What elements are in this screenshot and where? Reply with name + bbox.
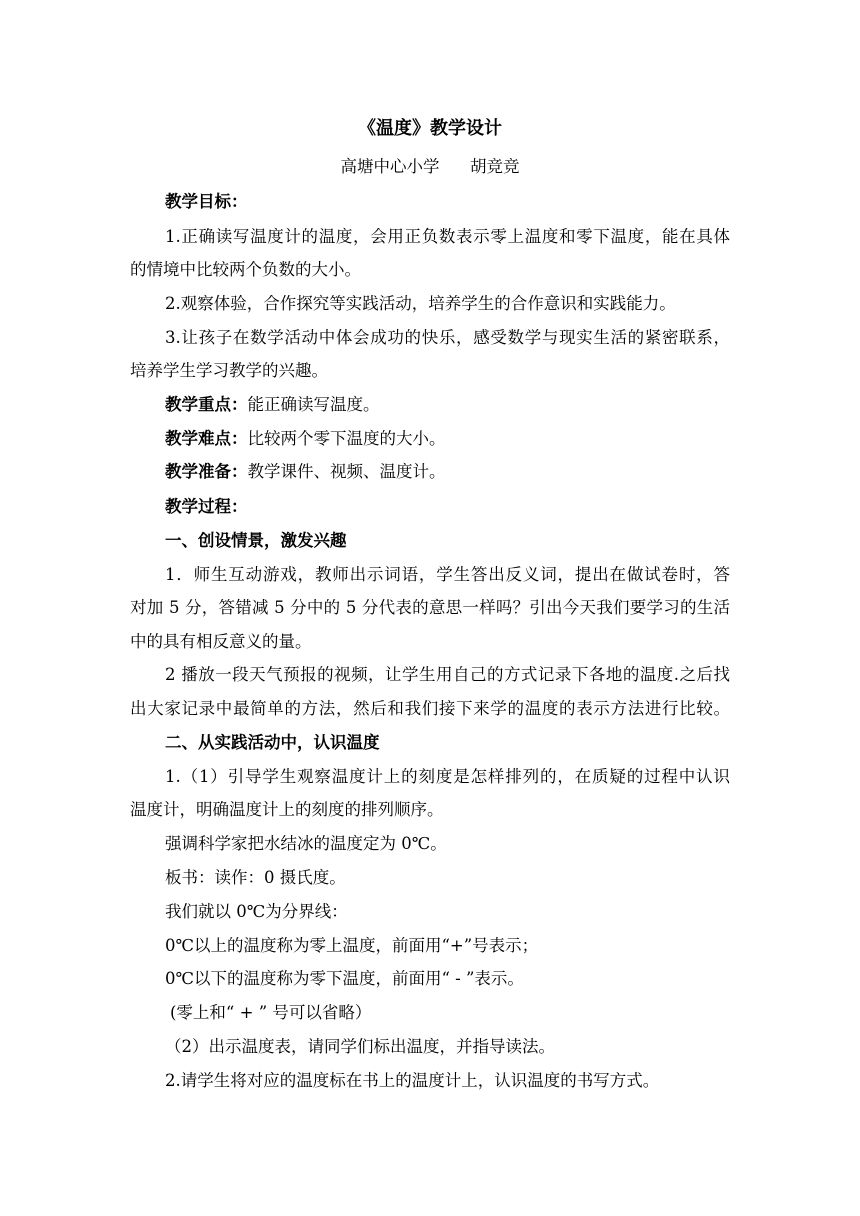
goal-3-line-2: 培养学生学习教学的兴趣。	[130, 361, 328, 380]
below-zero-line: 0℃以下的温度称为零下温度，前面用“ - ”表示。	[165, 969, 524, 988]
document-title: 《温度》教学设计	[358, 118, 502, 139]
section-1-heading: 一、创设情景，激发兴趣	[165, 531, 347, 550]
preparation-text: 教学课件、视频、温度计。	[247, 462, 446, 481]
section-1-p1-line-3: 中的具有相反意义的量。	[130, 632, 312, 651]
goals-heading: 教学目标：	[165, 192, 248, 211]
difficulty-text: 比较两个零下温度的大小。	[247, 429, 446, 448]
section-2-p1-line-1: 1.（1）引导学生观察温度计上的刻度是怎样排列的，在质疑的过程中认识	[165, 767, 730, 786]
section-1-p1-line-2: 对加 5 分，答错减 5 分中的 5 分代表的意思一样吗？引出今天我们要学习的生活	[130, 598, 730, 617]
key-point	[165, 393, 730, 417]
preparation	[165, 460, 730, 484]
difficulty	[165, 427, 730, 451]
author-school: 高塘中心小学	[340, 157, 440, 176]
key-point-label: 教学重点：	[165, 395, 248, 414]
preparation-label: 教学准备：	[165, 462, 248, 481]
key-point-text: 能正确读写温度。	[247, 395, 380, 414]
goal-1-line-1: 1.正确读写温度计的温度，会用正负数表示零上温度和零下温度，能在具体	[165, 227, 730, 246]
section-1-p1-line-1: 1．师生互动游戏，教师出示词语，学生答出反义词，提出在做试卷时，答	[165, 565, 730, 584]
author-name: 胡竞竞	[470, 157, 520, 176]
section-2-p3: 2.请学生将对应的温度标在书上的温度计上，认识温度的书写方式。	[165, 1071, 660, 1090]
omit-note: (零上和“ + ” 号可以省略）	[170, 1003, 372, 1022]
board-line: 板书：读作：0 摄氏度。	[165, 868, 346, 887]
goal-3-line-1: 3.让孩子在数学活动中体会成功的快乐，感受数学与现实生活的紧密联系，	[165, 328, 730, 347]
boundary-line: 我们就以 0℃为分界线：	[165, 902, 348, 921]
section-2-heading: 二、从实践活动中，认识温度	[165, 733, 380, 752]
difficulty-label: 教学难点：	[165, 429, 248, 448]
goal-2: 2.观察体验，合作探究等实践活动，培养学生的合作意识和实践能力。	[165, 294, 676, 313]
section-2-p2: （2）出示温度表，请同学们标出温度，并指导读法。	[165, 1037, 555, 1056]
section-1-p2-line-1: 2 播放一段天气预报的视频，让学生用自己的方式记录下各地的温度.之后找	[165, 665, 730, 684]
section-1-p2-line-2: 出大家记录中最简单的方法，然后和我们接下来学的温度的表示方法进行比较。	[130, 699, 730, 718]
goal-1-line-2: 的情境中比较两个负数的大小。	[130, 260, 361, 279]
process-heading: 教学过程：	[165, 497, 248, 516]
above-zero-line: 0℃以上的温度称为零上温度，前面用“+”号表示；	[165, 936, 539, 955]
emphasis-line: 强调科学家把水结冰的温度定为 0℃。	[165, 834, 447, 853]
author-line	[0, 155, 860, 179]
section-2-p1-line-2: 温度计，明确温度计上的刻度的排列顺序。	[130, 800, 444, 819]
